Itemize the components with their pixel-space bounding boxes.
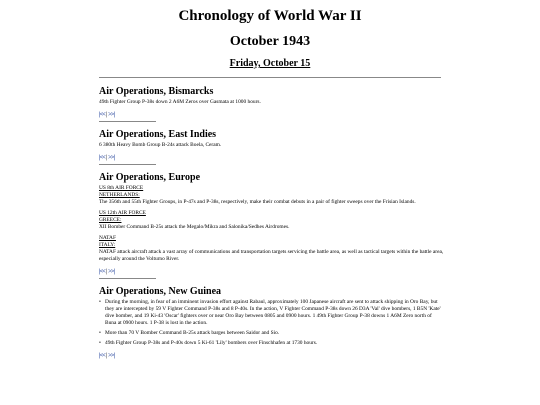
section-nav	[99, 351, 444, 360]
previous-arrow-icon[interactable]: |<<	[99, 111, 105, 118]
europe-group-nataf	[99, 235, 444, 263]
country-link[interactable]: GREECE:	[99, 217, 122, 223]
group-text: The 356th and 55th Fighter Groups, in P-47s and P-38s, respectively, make their combat debuts in a pair of fighter sweeps over the Frisian Islands.	[99, 199, 416, 205]
section-nav	[99, 267, 444, 276]
europe-group-8th-af	[99, 185, 444, 206]
page-title: Chronology of World War II	[178, 8, 362, 24]
nav-separator: |	[105, 154, 108, 161]
section-nav	[99, 153, 444, 162]
air-force-link[interactable]: US 8th AIR FORCE	[99, 185, 144, 191]
air-force-link[interactable]: US 12th AIR FORCE	[99, 210, 146, 216]
section-bismarcks	[99, 86, 444, 122]
list-item: • More than 70 V Bomber Command B-25s attack barges between Saidor and Sio.	[99, 330, 444, 337]
europe-group-12th-af	[99, 210, 444, 231]
country-link[interactable]: NETHERLANDS:	[99, 192, 140, 198]
new-guinea-list	[99, 299, 444, 347]
next-arrow-icon[interactable]: >>|	[108, 268, 114, 275]
next-arrow-icon[interactable]: >>|	[108, 154, 114, 161]
section-east-indies	[99, 129, 444, 165]
air-force-link[interactable]: NATAF	[99, 235, 116, 241]
next-arrow-icon[interactable]: >>|	[108, 352, 114, 359]
section-europe	[99, 172, 444, 279]
chronology-content	[99, 86, 444, 367]
list-item: • During the morning, in fear of an imminent invasion effort against Rabaul, approximately 100 Japanese aircraft are sent to attack shipping in Oro Bay, but they are intercepted by 59 V Fighter Command P-38s and 8 P-40s. In the action, V Fighter Command P-38s down 26 D3A 'Val' dive bombers, 1 B5N 'Kate' dive bomber, and 19 Ki-43 'Oscar' fighters over or near Oro Bay between 0805 and 0900 hours. 1 49th Fighter Group P-38 downs 1 A6M Zero north of Buna at 0900 hours. 1 P-38 is lost in the action.	[99, 299, 444, 327]
section-title: Air Operations, New Guinea	[99, 286, 222, 297]
next-arrow-icon[interactable]: >>|	[108, 111, 114, 118]
section-text: 49th Fighter Group P-38s down 2 A6M Zeros over Gasmata at 1000 hours.	[99, 99, 261, 105]
section-divider	[99, 278, 156, 279]
header-divider	[99, 77, 441, 78]
section-title: Air Operations, East Indies	[99, 129, 217, 140]
date-heading: Friday, October 15	[229, 58, 311, 69]
section-text: 6 380th Heavy Bomb Group B-24s attack Boela, Ceram.	[99, 142, 222, 148]
section-title: Air Operations, Bismarcks	[99, 86, 214, 97]
section-new-guinea	[99, 286, 444, 360]
nav-separator: |	[105, 268, 108, 275]
group-text: XII Bomber Command B-25s attack the Megalo/Mikra and Salonika/Sedhes Airdromes.	[99, 224, 290, 230]
section-divider	[99, 164, 156, 165]
section-nav	[99, 110, 444, 119]
nav-separator: |	[105, 111, 108, 118]
nav-separator: |	[105, 352, 108, 359]
previous-arrow-icon[interactable]: |<<	[99, 352, 105, 359]
group-text: NATAF attack aircraft attack a vast array of communications and transportation targets servicing the battle area, as well as tactical targets within the battle area, especially around the Volturno River.	[99, 249, 444, 262]
section-title: Air Operations, Europe	[99, 172, 201, 183]
previous-arrow-icon[interactable]: |<<	[99, 154, 105, 161]
previous-arrow-icon[interactable]: |<<	[99, 268, 105, 275]
list-item: • 49th Fighter Group P-38s and P-40s down 5 Ki-61 'Lily' bombers over Finschhafen at 1730 hours.	[99, 340, 444, 347]
page-subtitle: October 1943	[229, 34, 311, 49]
country-link[interactable]: ITALY:	[99, 242, 116, 248]
section-divider	[99, 121, 156, 122]
